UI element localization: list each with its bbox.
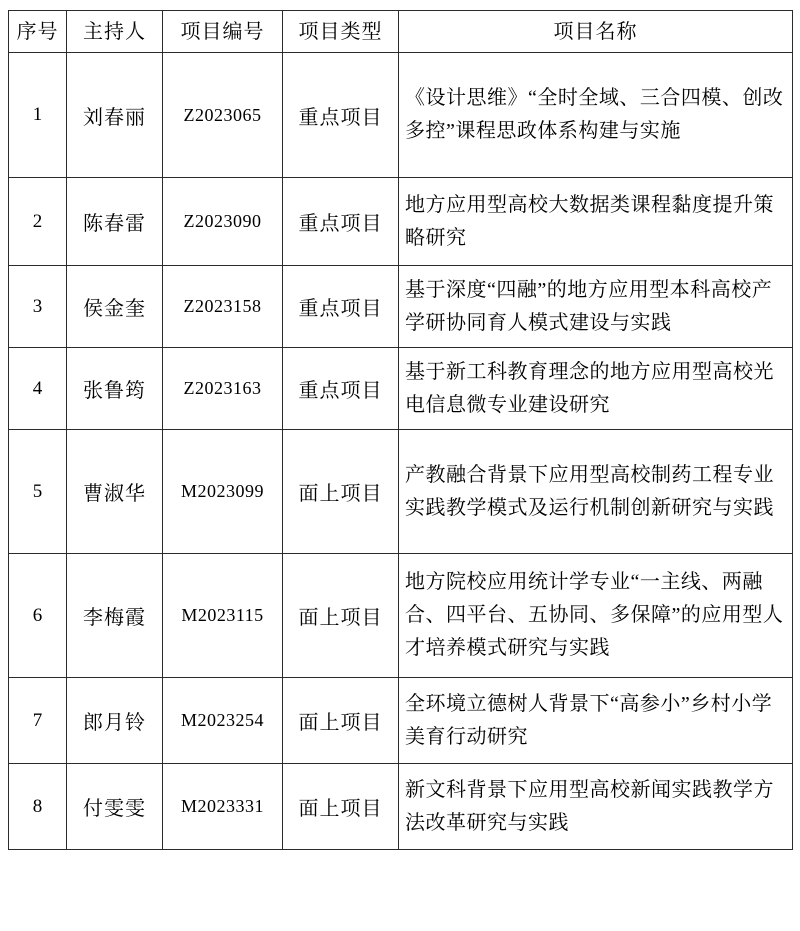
cell-name: 《设计思维》“全时全域、三合四模、创改多控”课程思政体系构建与实施 <box>399 53 793 178</box>
table-row <box>9 53 793 178</box>
column-header-host: 主持人 <box>67 11 163 53</box>
cell-host: 侯金奎 <box>67 266 163 348</box>
cell-host: 付雯雯 <box>67 764 163 850</box>
cell-type: 面上项目 <box>283 764 399 850</box>
cell-type: 重点项目 <box>283 178 399 266</box>
table-row <box>9 764 793 850</box>
column-header-type: 项目类型 <box>283 11 399 53</box>
cell-index: 1 <box>9 53 67 178</box>
cell-host: 曹淑华 <box>67 430 163 554</box>
cell-index: 8 <box>9 764 67 850</box>
cell-type: 面上项目 <box>283 430 399 554</box>
cell-index: 6 <box>9 554 67 678</box>
cell-index: 7 <box>9 678 67 764</box>
cell-host: 张鲁筠 <box>67 348 163 430</box>
cell-type: 重点项目 <box>283 348 399 430</box>
cell-name: 新文科背景下应用型高校新闻实践教学方法改革研究与实践 <box>399 764 793 850</box>
cell-code: Z2023065 <box>163 53 283 178</box>
cell-host: 郎月铃 <box>67 678 163 764</box>
cell-code: M2023115 <box>163 554 283 678</box>
table-row <box>9 266 793 348</box>
cell-code: M2023099 <box>163 430 283 554</box>
table-row <box>9 430 793 554</box>
project-table <box>8 10 793 850</box>
cell-host: 刘春丽 <box>67 53 163 178</box>
cell-index: 4 <box>9 348 67 430</box>
cell-name: 基于深度“四融”的地方应用型本科高校产学研协同育人模式建设与实践 <box>399 266 793 348</box>
cell-name: 地方应用型高校大数据类课程黏度提升策略研究 <box>399 178 793 266</box>
cell-name: 地方院校应用统计学专业“一主线、两融合、四平台、五协同、多保障”的应用型人才培养模式研究与实践 <box>399 554 793 678</box>
table-header-row <box>9 11 793 53</box>
cell-code: M2023254 <box>163 678 283 764</box>
table-row <box>9 348 793 430</box>
table-body <box>9 53 793 850</box>
cell-type: 面上项目 <box>283 554 399 678</box>
table-row <box>9 178 793 266</box>
cell-code: Z2023158 <box>163 266 283 348</box>
column-header-name: 项目名称 <box>399 11 793 53</box>
cell-code: M2023331 <box>163 764 283 850</box>
cell-type: 重点项目 <box>283 53 399 178</box>
cell-type: 重点项目 <box>283 266 399 348</box>
table-header <box>9 11 793 53</box>
cell-index: 3 <box>9 266 67 348</box>
column-header-code: 项目编号 <box>163 11 283 53</box>
cell-name: 基于新工科教育理念的地方应用型高校光电信息微专业建设研究 <box>399 348 793 430</box>
cell-code: Z2023090 <box>163 178 283 266</box>
cell-host: 李梅霞 <box>67 554 163 678</box>
cell-code: Z2023163 <box>163 348 283 430</box>
table-row <box>9 678 793 764</box>
column-header-index: 序号 <box>9 11 67 53</box>
cell-index: 5 <box>9 430 67 554</box>
cell-index: 2 <box>9 178 67 266</box>
cell-type: 面上项目 <box>283 678 399 764</box>
cell-name: 产教融合背景下应用型高校制药工程专业实践教学模式及运行机制创新研究与实践 <box>399 430 793 554</box>
table-row <box>9 554 793 678</box>
cell-name: 全环境立德树人背景下“高参小”乡村小学美育行动研究 <box>399 678 793 764</box>
cell-host: 陈春雷 <box>67 178 163 266</box>
